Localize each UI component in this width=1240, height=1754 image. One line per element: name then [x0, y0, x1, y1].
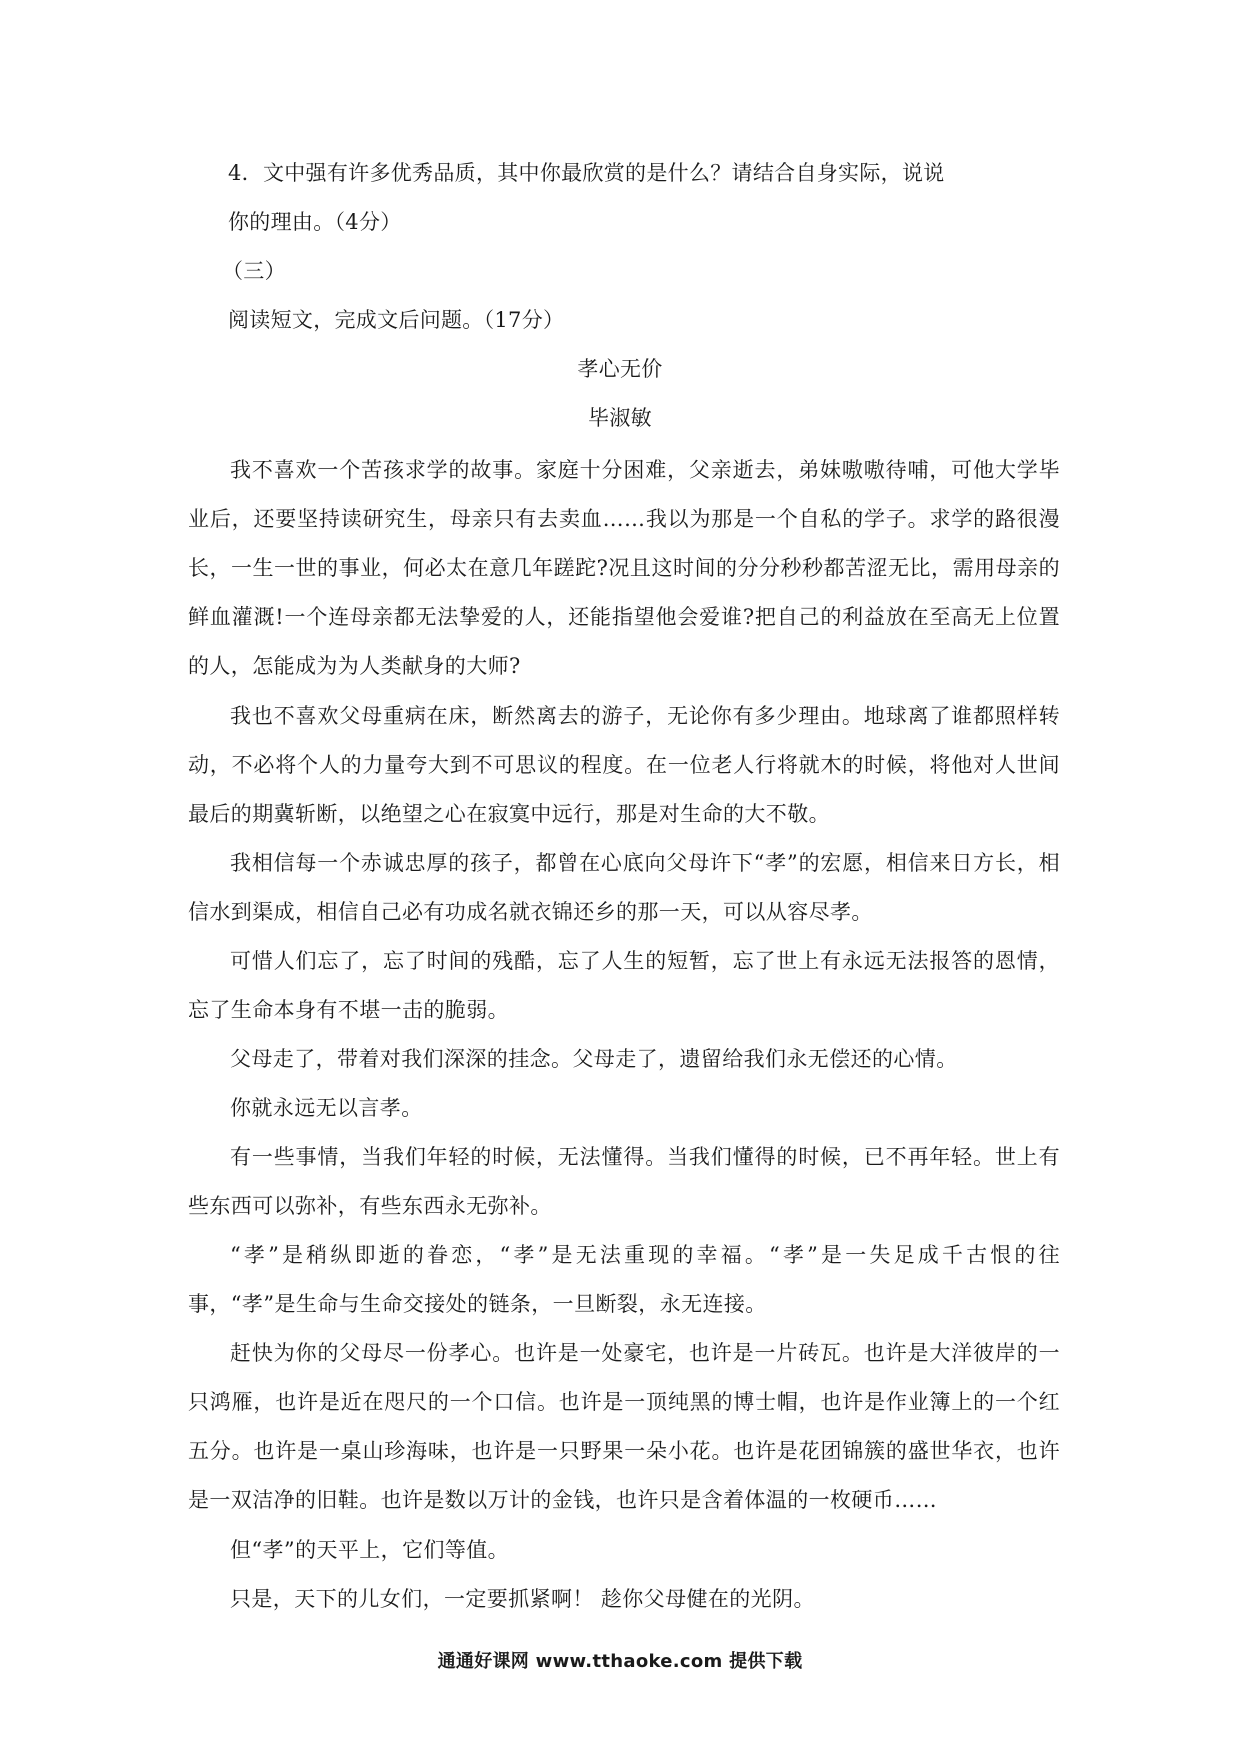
paragraph-8: “孝”是稍纵即逝的眷恋，“孝”是无法重现的幸福。“孝”是一失足成千古恨的往事，“孝”是生命与生命交接处的链条，一旦断裂，永无连接。	[188, 1243, 1060, 1316]
paragraph-10: 但“孝”的天平上，它们等值。	[230, 1538, 510, 1562]
footer-download-notice: 通通好课网 www.tthaoke.com 提供下载	[437, 1651, 803, 1672]
paragraph-2: 我也不喜欢父母重病在床，断然离去的游子，无论你有多少理由。地球离了谁都照样转动，不必将个人的力量夸大到不可思议的程度。在一位老人行将就木的时候，将他对人世间最后的期冀斩断，以绝望之心在寂寞中远行，那是对生命的大不敬。	[188, 704, 1060, 826]
question-4-line-1: 4．文中强有许多优秀品质，其中你最欣赏的是什么？请结合自身实际，说说	[228, 161, 945, 185]
paragraph-4: 可惜人们忘了，忘了时间的残酷，忘了人生的短暂，忘了世上有永远无法报答的恩情，忘了生命本身有不堪一击的脆弱。	[188, 949, 1060, 1022]
paragraph-6: 你就永远无以言孝。	[230, 1096, 423, 1120]
article-author: 毕淑敏	[588, 406, 652, 430]
section-instruction: 阅读短文，完成文后问题。（17分）	[228, 308, 565, 332]
paragraph-11: 只是，天下的儿女们，一定要抓紧啊！ 趁你父母健在的光阴。	[230, 1587, 815, 1611]
section-number: （三）	[222, 259, 286, 283]
paragraph-5: 父母走了，带着对我们深深的挂念。父母走了，遗留给我们永无偿还的心情。	[230, 1047, 958, 1071]
paragraph-9: 赶快为你的父母尽一份孝心。也许是一处豪宅，也许是一片砖瓦。也许是大洋彼岸的一只鸿雁，也许是近在咫尺的一个口信。也许是一顶纯黑的博士帽，也许是作业簿上的一个红五分。也许是一桌山珍海味，也许是一只野果一朵小花。也许是花团锦簇的盛世华衣，也许是一双洁净的旧鞋。也许是数以万计的金钱，也许只是含着体温的一枚硬币……	[188, 1341, 1060, 1512]
question-4-line-2: 你的理由。（4分）	[228, 210, 402, 234]
paragraph-7: 有一些事情，当我们年轻的时候，无法懂得。当我们懂得的时候，已不再年轻。世上有些东西可以弥补，有些东西永无弥补。	[188, 1145, 1060, 1218]
article-title: 孝心无价	[577, 357, 663, 381]
paragraph-3: 我相信每一个赤诚忠厚的孩子，都曾在心底向父母许下“孝”的宏愿，相信来日方长，相信水到渠成，相信自己必有功成名就衣锦还乡的那一天，可以从容尽孝。	[188, 851, 1060, 924]
paragraph-1: 我不喜欢一个苦孩求学的故事。家庭十分困难，父亲逝去，弟妹嗷嗷待哺，可他大学毕业后，还要坚持读研究生，母亲只有去卖血……我以为那是一个自私的学子。求学的路很漫长，一生一世的事业，何必太在意几年蹉跎?况且这时间的分分秒秒都苦涩无比，需用母亲的鲜血灌溉!一个连母亲都无法挚爱的人，还能指望他会爱谁?把自己的利益放在至高无上位置的人，怎能成为为人类献身的大师?	[188, 458, 1060, 678]
